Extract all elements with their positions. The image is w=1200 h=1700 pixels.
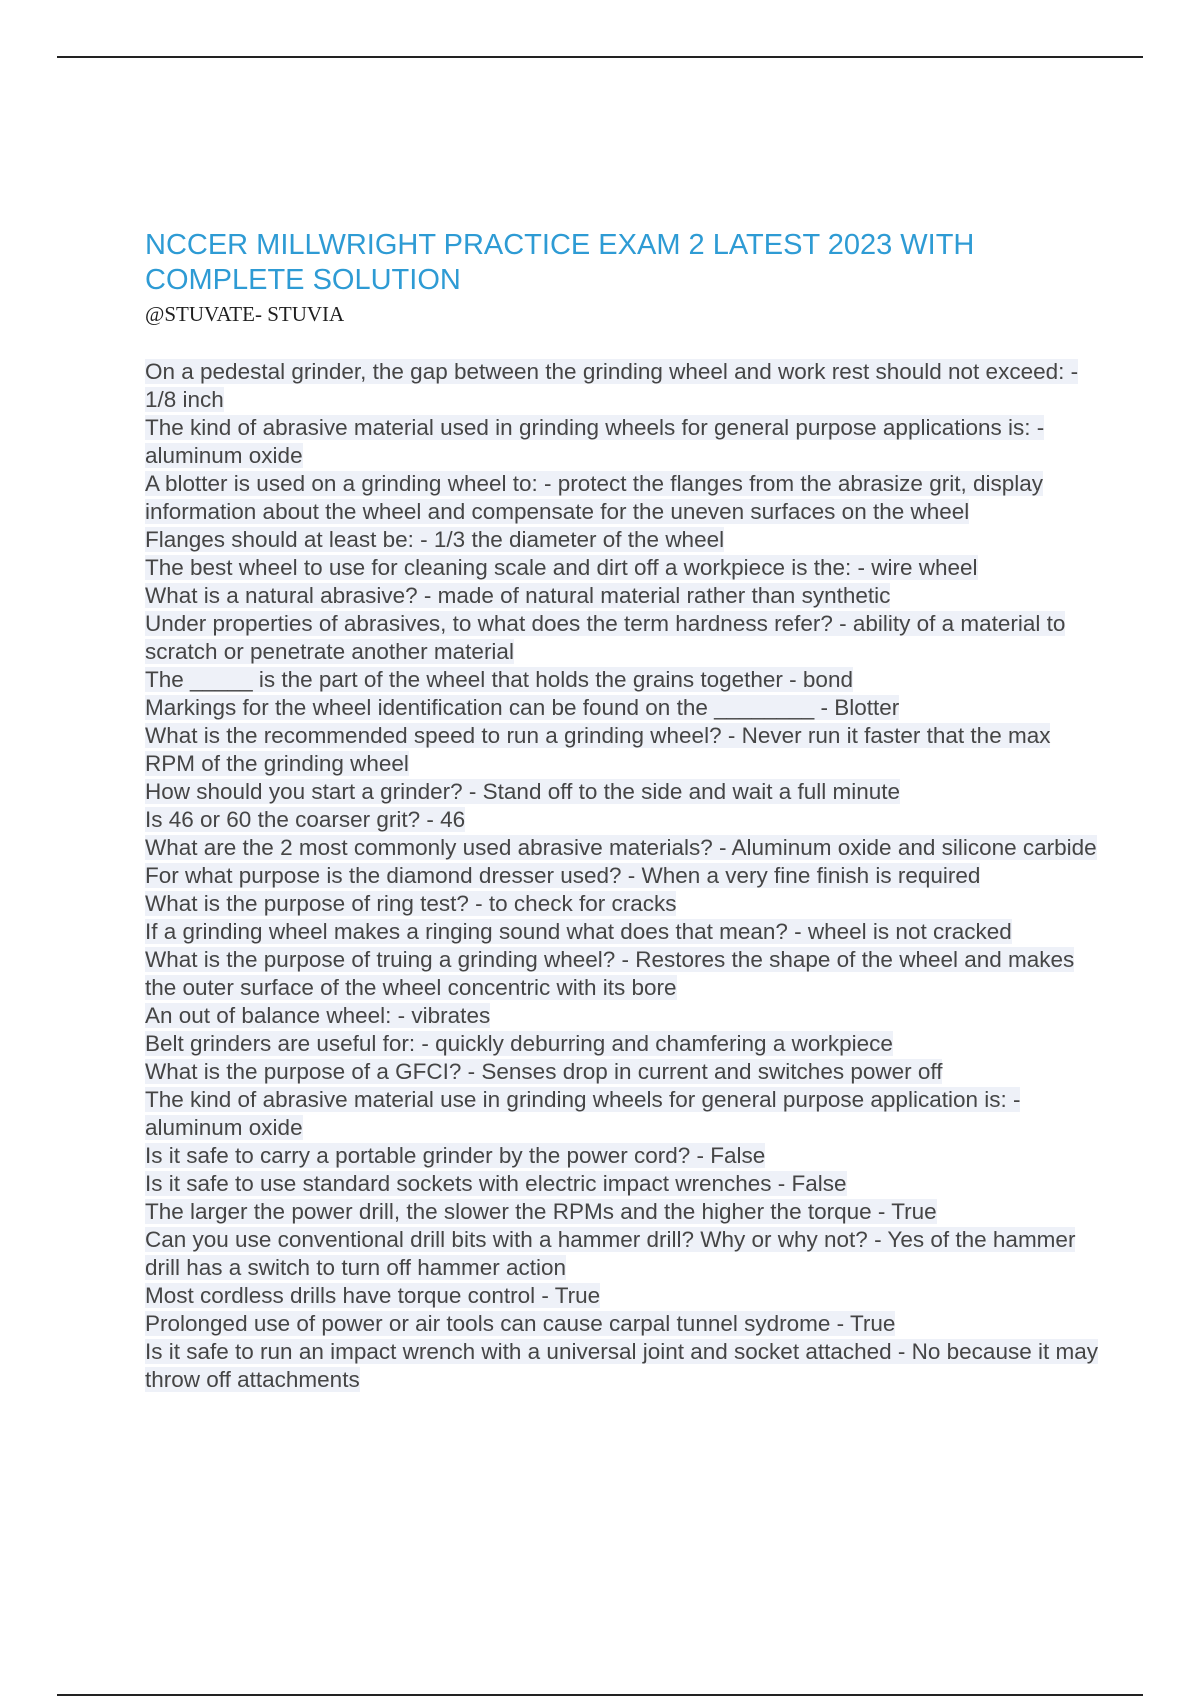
bottom-rule	[57, 1694, 1143, 1696]
qa-text: What is the purpose of a GFCI? - Senses drop in current and switches power off	[145, 1059, 943, 1084]
qa-item	[145, 1338, 1105, 1394]
qa-text: If a grinding wheel makes a ringing sound what does that mean? - wheel is not cracked	[145, 919, 1012, 944]
qa-text: Is it safe to run an impact wrench with a universal joint and socket attached - No because it may throw off attachments	[145, 1339, 1098, 1392]
qa-text: A blotter is used on a grinding wheel to: - protect the flanges from the abrasize grit, display information about the wheel and compensate for the uneven surfaces on the wheel	[145, 471, 1043, 524]
qa-item	[145, 946, 1105, 1002]
qa-item	[145, 470, 1105, 526]
qa-item	[145, 582, 1105, 610]
qa-item	[145, 1086, 1105, 1142]
qa-item	[145, 526, 1105, 554]
top-rule	[57, 56, 1143, 58]
qa-text: Is 46 or 60 the coarser grit? - 46	[145, 807, 466, 832]
qa-item	[145, 1282, 1105, 1310]
qa-text: How should you start a grinder? - Stand off to the side and wait a full minute	[145, 779, 901, 804]
qa-text: The kind of abrasive material used in grinding wheels for general purpose applications is: - aluminum oxide	[145, 415, 1045, 468]
qa-text: What is the purpose of truing a grinding wheel? - Restores the shape of the wheel and makes the outer surface of the wheel concentric with its bore	[145, 947, 1075, 1000]
qa-item	[145, 610, 1105, 666]
qa-list	[145, 358, 1105, 1394]
qa-text: The best wheel to use for cleaning scale and dirt off a workpiece is the: - wire wheel	[145, 555, 978, 580]
qa-item	[145, 862, 1105, 890]
qa-item	[145, 1170, 1105, 1198]
qa-text: Belt grinders are useful for: - quickly deburring and chamfering a workpiece	[145, 1031, 893, 1056]
qa-item	[145, 890, 1105, 918]
qa-item	[145, 834, 1105, 862]
qa-text: Is it safe to carry a portable grinder by the power cord? - False	[145, 1143, 766, 1168]
qa-text: What is the purpose of ring test? - to check for cracks	[145, 891, 677, 916]
qa-text: Most cordless drills have torque control - True	[145, 1283, 601, 1308]
qa-text: The larger the power drill, the slower the RPMs and the higher the torque - True	[145, 1199, 937, 1224]
qa-text: On a pedestal grinder, the gap between the grinding wheel and work rest should not exceed: - 1/8 inch	[145, 359, 1079, 412]
qa-item	[145, 722, 1105, 778]
qa-item	[145, 694, 1105, 722]
qa-item	[145, 918, 1105, 946]
qa-text: The kind of abrasive material use in grinding wheels for general purpose application is: - aluminum oxide	[145, 1087, 1021, 1140]
qa-text: Prolonged use of power or air tools can cause carpal tunnel sydrome - True	[145, 1311, 896, 1336]
qa-item	[145, 1226, 1105, 1282]
qa-text: Is it safe to use standard sockets with electric impact wrenches - False	[145, 1171, 847, 1196]
qa-item	[145, 1198, 1105, 1226]
qa-text: What is the recommended speed to run a grinding wheel? - Never run it faster that the max RPM of the grinding wheel	[145, 723, 1051, 776]
qa-text: Markings for the wheel identification can be found on the ________ - Blotter	[145, 695, 900, 720]
qa-text: The _____ is the part of the wheel that holds the grains together - bond	[145, 667, 853, 692]
qa-text: What are the 2 most commonly used abrasive materials? - Aluminum oxide and silicone carbide	[145, 835, 1097, 860]
qa-item	[145, 358, 1105, 414]
author-byline: @STUVATE- STUVIA	[145, 302, 345, 326]
qa-item	[145, 1310, 1105, 1338]
qa-item	[145, 414, 1105, 470]
qa-text: Flanges should at least be: - 1/3 the diameter of the wheel	[145, 527, 725, 552]
qa-item	[145, 1058, 1105, 1086]
page-content	[145, 228, 1105, 1394]
qa-item	[145, 806, 1105, 834]
qa-text: Under properties of abrasives, to what does the term hardness refer? - ability of a material to scratch or penetrate another material	[145, 611, 1066, 664]
qa-text: An out of balance wheel: - vibrates	[145, 1003, 491, 1028]
qa-text: What is a natural abrasive? - made of natural material rather than synthetic	[145, 583, 891, 608]
document-title: NCCER MILLWRIGHT PRACTICE EXAM 2 LATEST 2023 WITH COMPLETE SOLUTION	[145, 229, 975, 296]
qa-text: For what purpose is the diamond dresser used? - When a very fine finish is required	[145, 863, 981, 888]
qa-item	[145, 1002, 1105, 1030]
qa-item	[145, 1030, 1105, 1058]
qa-item	[145, 1142, 1105, 1170]
qa-item	[145, 778, 1105, 806]
qa-text: Can you use conventional drill bits with a hammer drill? Why or why not? - Yes of the hammer drill has a switch to turn off hammer action	[145, 1227, 1076, 1280]
qa-item	[145, 554, 1105, 582]
qa-item	[145, 666, 1105, 694]
